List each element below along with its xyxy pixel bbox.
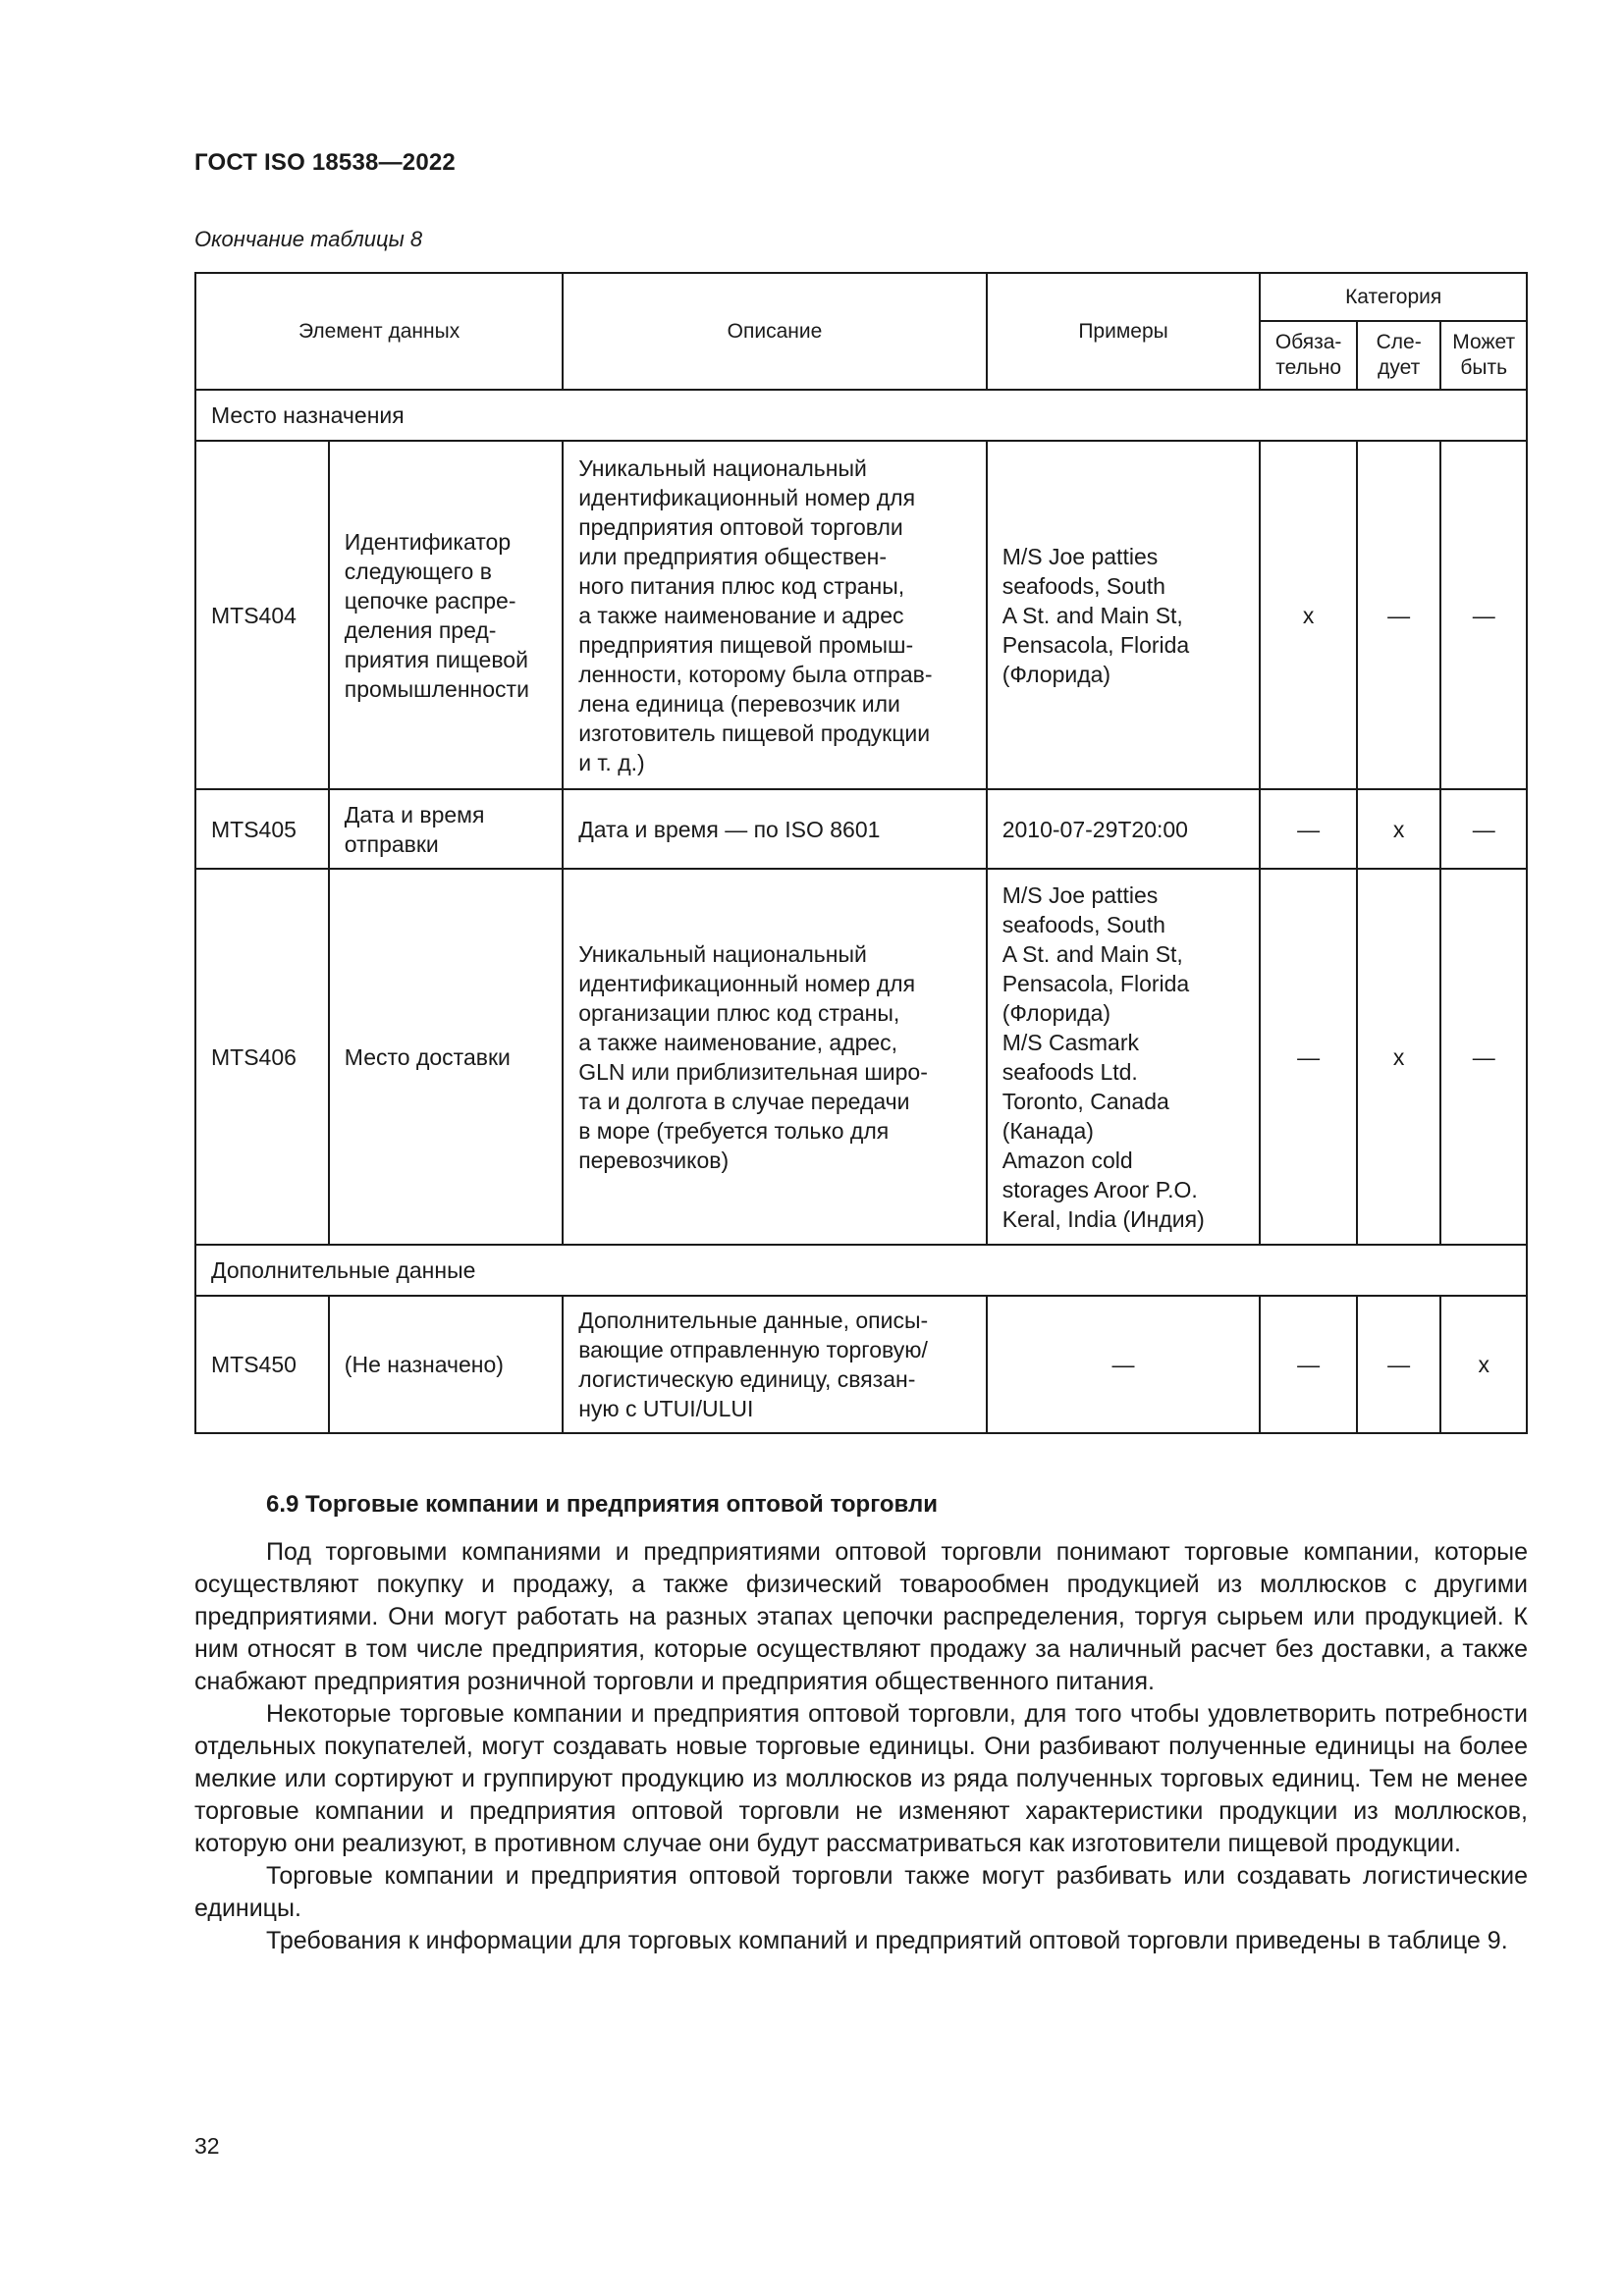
element-examples: 2010-07-29T20:00 [987, 789, 1261, 869]
table-row [195, 869, 1527, 1245]
mark-may: — [1440, 869, 1527, 1245]
element-name: Дата и время отправки [329, 789, 563, 869]
mark-should: — [1357, 441, 1441, 789]
column-header-should: Сле- дует [1357, 321, 1441, 390]
section-title: Место назначения [195, 390, 1527, 441]
section-title: Дополнительные данные [195, 1245, 1527, 1296]
table-caption: Окончание таблицы 8 [194, 227, 423, 251]
body-text [194, 1536, 1528, 1957]
data-elements-table [194, 272, 1528, 1434]
column-header-examples: Примеры [987, 273, 1261, 390]
mark-should: x [1357, 789, 1441, 869]
mark-should: — [1357, 1296, 1441, 1433]
element-name: Идентификатор следующего в цепочке распре- деления пред- приятия пищевой промышленности [329, 441, 563, 789]
section-row [195, 390, 1527, 441]
column-header-category: Категория [1260, 273, 1527, 321]
mark-should: x [1357, 869, 1441, 1245]
mark-may: x [1440, 1296, 1527, 1433]
mark-mandatory: — [1260, 869, 1357, 1245]
element-examples: M/S Joe patties seafoods, South A St. and Main St, Pensacola, Florida (Флорида) [987, 441, 1261, 789]
section-row [195, 1245, 1527, 1296]
mark-may: — [1440, 789, 1527, 869]
paragraph: Под торговыми компаниями и предприятиями оптовой торговли понимают торговые компании, которые осуществляют покупку и продажу, а также физический товарообмен продукцией из моллюсков с другими предприятиями. Они могут работать на разных этапах цепочки распределения, торгуя сырьем или продукцией. К ним относят в том числе предприятия, которые осуществляют продажу за наличный расчет без доставки, а также снабжают предприятия розничной торговли и предприятия общественного питания. [194, 1538, 1528, 1695]
element-code: MTS450 [195, 1296, 329, 1433]
column-header-description: Описание [563, 273, 987, 390]
paragraph: Торговые компании и предприятия оптовой торговли также могут разбивать или создавать логистические единицы. [194, 1862, 1528, 1922]
paragraph: Некоторые торговые компании и предприятия оптовой торговли, для того чтобы удовлетворить потребности отдельных покупателей, могут создавать новые торговые единицы. Они разбивают полученные единицы на более мелкие или сортируют и группируют продукцию из моллюсков из ряда полученных торговых единиц. Тем не менее торговые компании и предприятия оптовой торговли не изменяют характеристики продукции из моллюсков, которую они реализуют, в противном случае они будут рассматриваться как изготовители пищевой продукции. [194, 1700, 1528, 1857]
element-code: MTS405 [195, 789, 329, 869]
element-code: MTS406 [195, 869, 329, 1245]
element-examples: — [987, 1296, 1261, 1433]
document-header: ГОСТ ISO 18538—2022 [194, 149, 456, 176]
element-description: Дата и время — по ISO 8601 [563, 789, 987, 869]
mark-may: — [1440, 441, 1527, 789]
mark-mandatory: — [1260, 789, 1357, 869]
page-number: 32 [194, 2133, 220, 2159]
mark-mandatory: — [1260, 1296, 1357, 1433]
element-description: Дополнительные данные, описы- вающие отправленную торговую/ логистическую единицу, связан- ную с UTUI/ULUI [563, 1296, 987, 1433]
column-header-may: Может быть [1440, 321, 1527, 390]
mark-mandatory: x [1260, 441, 1357, 789]
section-heading: 6.9 Торговые компании и предприятия оптовой торговли [266, 1491, 938, 1518]
table-row [195, 789, 1527, 869]
table-row [195, 1296, 1527, 1433]
element-description: Уникальный национальный идентификационный номер для предприятия оптовой торговли или предприятия обществен- ного питания плюс код страны, а также наименование и адрес предприятия пищевой промыш- ленности, которому была отправ- лена единица (перевозчик или изготовитель пищевой продукции и т. д.) [563, 441, 987, 789]
column-header-mandatory: Обяза- тельно [1260, 321, 1357, 390]
element-code: MTS404 [195, 441, 329, 789]
element-description: Уникальный национальный идентификационный номер для организации плюс код страны, а также наименование, адрес, GLN или приблизительная широ- та и долгота в случае передачи в море (требуется только для перевозчиков) [563, 869, 987, 1245]
element-name: Место доставки [329, 869, 563, 1245]
table-row [195, 441, 1527, 789]
column-header-element: Элемент данных [195, 273, 563, 390]
element-name: (Не назначено) [329, 1296, 563, 1433]
paragraph: Требования к информации для торговых компаний и предприятий оптовой торговли приведены в таблице 9. [266, 1927, 1508, 1954]
element-examples: M/S Joe patties seafoods, South A St. and Main St, Pensacola, Florida (Флорида) M/S Casmark seafoods Ltd. Toronto, Canada (Канада) Amazon cold storages Aroor P.O. Keral, India (Индия) [987, 869, 1261, 1245]
